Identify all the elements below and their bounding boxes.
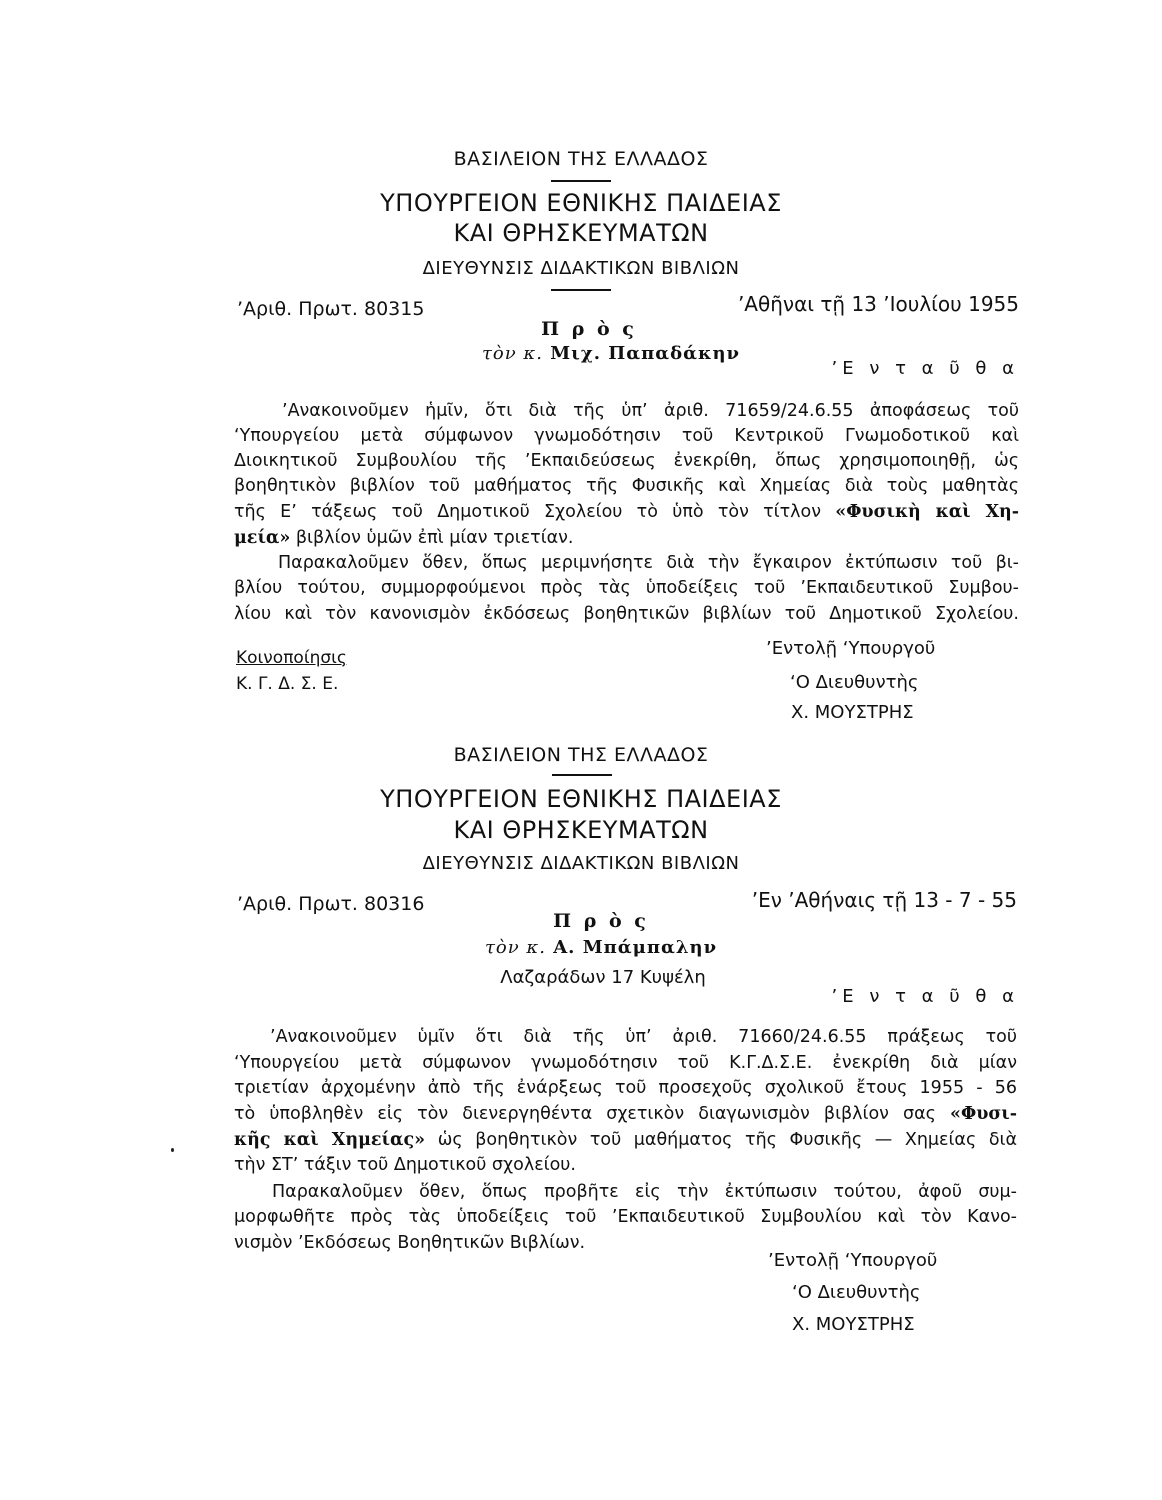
body-line: ’Ανακοινοῦμεν ὑμῖν ὅτι διὰ τῆς ὑπ’ ἀριθ. 71660/24.6.55 πράξεως τοῦ [270, 1027, 1017, 1047]
letter-date: ’Εν ’Αθήναις τῇ 13 - 7 - 55 [751, 888, 1017, 912]
body-line: κῆς καὶ Χημείας» ὡς βοηθητικὸν τοῦ μαθήματος τῆς Φυσικῆς — Χημείας διὰ [234, 1130, 1017, 1150]
directorate-heading: ΔΙΕΥΘΥΝΣΙΣ ΔΙΔΑΚΤΙΚΩΝ ΒΙΒΛΙΩΝ [422, 853, 740, 874]
signature-title: ‘Ο Διευθυντὴς [790, 672, 919, 693]
book-title: «Φυσικὴ καὶ Χη- [835, 502, 1020, 522]
heading-rule [551, 289, 611, 291]
heading-rule [551, 180, 611, 182]
signature-order: ’Εντολῇ ‘Υπουργοῦ [766, 638, 936, 659]
to-label: Π ρ ὸ ς [541, 318, 637, 340]
body-line: τὴν ΣΤ’ τάξιν τοῦ Δημοτικοῦ σχολείου. [234, 1155, 576, 1175]
book-title: κῆς καὶ Χημείας» [234, 1130, 426, 1150]
ministry-heading-line2: ΚΑΙ ΘΡΗΣΚΕΥΜΑΤΩΝ [453, 816, 709, 844]
recipient-prefix: τὸν κ. [481, 343, 543, 364]
body-line: τὸ ὑποβληθὲν εἰς τὸν διενεργηθέντα σχετικὸν διαγωνισμὸν βιβλίον σας «Φυσι- [234, 1104, 1017, 1124]
directorate-heading: ΔΙΕΥΘΥΝΣΙΣ ΔΙΔΑΚΤΙΚΩΝ ΒΙΒΛΙΩΝ [422, 258, 740, 279]
recipient-name: Α. Μπάμπαλην [553, 937, 718, 958]
copy-label: Κοινοποίησις [236, 648, 347, 668]
recipient-prefix: τὸν κ. [484, 937, 546, 958]
signature-name: Χ. ΜΟΥΣΤΡΗΣ [792, 1314, 915, 1335]
body-line: Παρακαλοῦμεν ὅθεν, ὅπως μεριμνήσητε διὰ τὴν ἔγκαιρον ἐκτύπωσιν τοῦ βι- [278, 553, 1019, 573]
kingdom-heading: ΒΑΣΙΛΕΙΟΝ ΤΗΣ ΕΛΛΑΔΟΣ [453, 744, 709, 766]
to-label: Π ρ ὸ ς [553, 910, 649, 932]
body-line: Παρακαλοῦμεν ὅθεν, ὅπως προβῆτε εἰς τὴν ἐκτύπωσιν τούτου, ἀφοῦ συμ- [272, 1182, 1017, 1202]
signature-name: Χ. ΜΟΥΣΤΡΗΣ [791, 702, 914, 723]
protocol-number: ’Αριθ. Πρωτ. 80316 [237, 893, 425, 915]
recipient [20, 937, 1162, 958]
body-line: Διοικητικοῦ Συμβουλίου τῆς ’Εκπαιδεύσεως ἐνεκρίθη, ὅπως χρησιμοποιηθῇ, ὡς [234, 451, 1019, 471]
body-line: βλίου τούτου, συμμορφούμενοι πρὸς τὰς ὑποδείξεις τοῦ ’Εκπαιδευτικοῦ Συμβου- [234, 578, 1019, 598]
body-line: τῆς Ε’ τάξεως τοῦ Δημοτικοῦ Σχολείου τὸ ὑπὸ τὸν τίτλον «Φυσικὴ καὶ Χη- [234, 502, 1020, 522]
place-label: ’Ε ν τ α ῦ θ α [831, 986, 1019, 1007]
book-title: «Φυσι- [950, 1104, 1017, 1124]
body-line: ‘Υπουργείου μετὰ σύμφωνον γνωμοδότησιν τοῦ Κ.Γ.Δ.Σ.Ε. ἐνεκρίθη διὰ μίαν [234, 1053, 1017, 1073]
signature-title: ‘Ο Διευθυντὴς [792, 1282, 921, 1303]
body-line: μορφωθῆτε πρὸς τὰς ὑποδείξεις τοῦ ’Εκπαιδευτικοῦ Συμβουλίου καὶ τὸν Κανο- [234, 1207, 1017, 1227]
place-label: ’Ε ν τ α ῦ θ α [831, 358, 1019, 379]
body-line: ‘Υπουργείου μετὰ σύμφωνον γνωμοδότησιν τοῦ Κεντρικοῦ Γνωμοδοτικοῦ καὶ [234, 426, 1019, 446]
heading-rule [552, 774, 612, 776]
signature-order: ’Εντολῇ ‘Υπουργοῦ [768, 1250, 938, 1271]
body-line: νισμὸν ’Εκδόσεως Βοηθητικῶν Βιβλίων. [234, 1233, 586, 1253]
recipient-name: Μιχ. Παπαδάκην [550, 343, 741, 364]
body-line: τριετίαν ἀρχομένην ἀπὸ τῆς ἐνάρξεως τοῦ προσεχοῦς σχολικοῦ ἔτους 1955 - 56 [234, 1078, 1017, 1098]
body-line: βοηθητικὸν βιβλίον τοῦ μαθήματος τῆς Φυσικῆς καὶ Χημείας διὰ τοὺς μαθητὰς [234, 476, 1019, 496]
ministry-heading-line2: ΚΑΙ ΘΡΗΣΚΕΥΜΑΤΩΝ [453, 219, 709, 247]
letter-date: ’Αθῆναι τῇ 13 ’Ιουλίου 1955 [737, 292, 1019, 316]
kingdom-heading: ΒΑΣΙΛΕΙΟΝ ΤΗΣ ΕΛΛΑΔΟΣ [453, 148, 709, 170]
body-line: ’Ανακοινοῦμεν ἡμῖν, ὅτι διὰ τῆς ὑπ’ ἀριθ. 71659/24.6.55 ἀποφάσεως τοῦ [282, 401, 1019, 421]
ministry-heading-line1: ΥΠΟΥΡΓΕΙΟΝ ΕΘΝΙΚΗΣ ΠΑΙΔΕΙΑΣ [380, 785, 782, 813]
copy-recipient: Κ. Γ. Δ. Σ. Ε. [236, 674, 339, 694]
protocol-number: ’Αριθ. Πρωτ. 80315 [237, 298, 425, 320]
ink-speck [171, 1148, 174, 1152]
book-title: μεία» [234, 528, 291, 548]
ministry-heading-line1: ΥΠΟΥΡΓΕΙΟΝ ΕΘΝΙΚΗΣ ΠΑΙΔΕΙΑΣ [380, 189, 782, 217]
recipient-address: Λαζαράδων 17 Κυψέλη [500, 967, 706, 988]
body-line: λίου καὶ τὸν κανονισμὸν ἐκδόσεως βοηθητικῶν βιβλίων τοῦ Δημοτικοῦ Σχολείου. [234, 604, 1019, 624]
body-line: μεία» βιβλίον ὑμῶν ἐπὶ μίαν τριετίαν. [234, 528, 574, 548]
